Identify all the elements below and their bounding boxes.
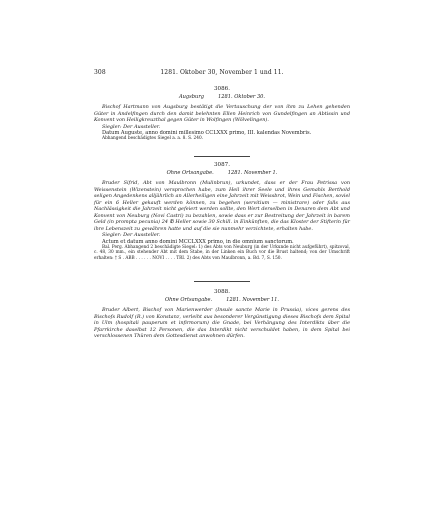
date-place: Ohne Ortsangabe. xyxy=(166,170,214,176)
entry-seal: Siegler: Der Aussteller. xyxy=(102,123,161,130)
entry-number: 3087. xyxy=(213,162,230,168)
entry-seal: Siegler: Der Aussteller. xyxy=(102,232,161,238)
section-divider xyxy=(194,281,250,282)
entry-number: 3088. xyxy=(213,289,230,295)
entry-note: Bal. Perg. Abhangend 2 beschädigte Siegel: 1) des Abts von Neuburg (in der Urkunde nicht aufgeführt), spitzoval, c. 48, 30 mm., ein stehender Abt mit dem Stabe, in der Linken ein Buch vor die Brust haltend; von der Umschrift erhalten: † S . ABB . . . . . . NOVI . . . . TRI. 2) des Abts von Maulbronn, a. Bd. 7, S. 150. xyxy=(94,244,350,261)
section-divider xyxy=(194,156,250,157)
entry-summary: Bruder Albert, Bischof von Marienwerder (Insule sancte Marie in Prussia), vices gerens des Bischofs Rudolf (R.) von Konstanz, verleiht aus besonderer Vergünstigung dieses Bischofs dem Spital in Ulm (hospitali pauperum et infirmorum) die Gnade, bei Verhängung des Interdikts über die Pfarrkirche daselbst 12 Personen, die das Interdikt nicht verschuldet haben, in dem Spital bei verschlossenen Thüren dem Gottesdienst anwohnen dürfen. xyxy=(94,307,350,339)
page-number: 308 xyxy=(94,69,106,76)
date-place: Augsburg xyxy=(178,94,205,100)
entry-note: Abhangend beschädigtes Siegel a. a. 8. S. 240. xyxy=(102,136,203,142)
entry-date xyxy=(94,94,350,100)
entry-text: Datum Auguste, anno domini millesimo CCLXXX primo, III. kalendas Novembris. xyxy=(102,130,312,136)
date-rest: 1281. November 1. xyxy=(227,170,278,176)
entry-date xyxy=(94,170,350,176)
entry-date xyxy=(94,297,350,303)
entry-text: Actum et datum anno domini MCCLXXX primo, in die omnium sanctorum. xyxy=(102,238,294,245)
date-place: Ohne Ortsangabe. xyxy=(164,297,213,303)
entry-3086 xyxy=(94,86,350,142)
entry-3087 xyxy=(94,162,350,262)
entry-summary: Bischof Hartmann von Augsburg bestätigt die Vertauschung der von ihm zu Lehen gehenden Güter in Andelfingen durch den damit belehnten Ellen Heinrich von Gundelfingen an Abtissin und Konvent von Heiligkreuzthal gegen Güter in Wolfingen (Wölvelingen). xyxy=(94,104,350,123)
date-rest: 1281. November 11. xyxy=(226,297,280,303)
entry-number: 3086. xyxy=(213,86,230,92)
entry-summary: Bruder Sifrid, Abt von Maulbronn (Mulinbrun), urkundet, dass er der Frau Petrissa von Weissenstein (Wizenstein) versprochen habe, zum Heil ihrer Seele und ihres Gemahls Berthold seligen Angedenkens alljährlich an Allerheiligen eine Jahrzeit mit Weissbrot, Wein und Fischen, soviel für ein 6 Heller gekauft werden können, zu begehen (servitium — ministrare) oder falls aus Nachlässigkeit die Jahrzeit nicht gefeiert werden sollte, den Wert derselben in Denaren dem Abt und Konvent von Neuburg (Novi Castri) zu bezahlen, sowie dass er zur Bestreitung der Jahrzeit in barem Geld (in prompta pecunia) 24 ℔ Heller sowie 30 Schill. in Einkünften, die das Kloster der Stifterin für ihre Lebenszeit zu gewähren hatte und auf die sie nunmehr verzichtete, erhalten habe. xyxy=(94,180,350,232)
entry-3088 xyxy=(94,289,350,340)
date-rest: 1281. Oktober 30. xyxy=(218,94,266,100)
running-title: 1281. Oktober 30, November 1 und 11. xyxy=(160,69,284,76)
